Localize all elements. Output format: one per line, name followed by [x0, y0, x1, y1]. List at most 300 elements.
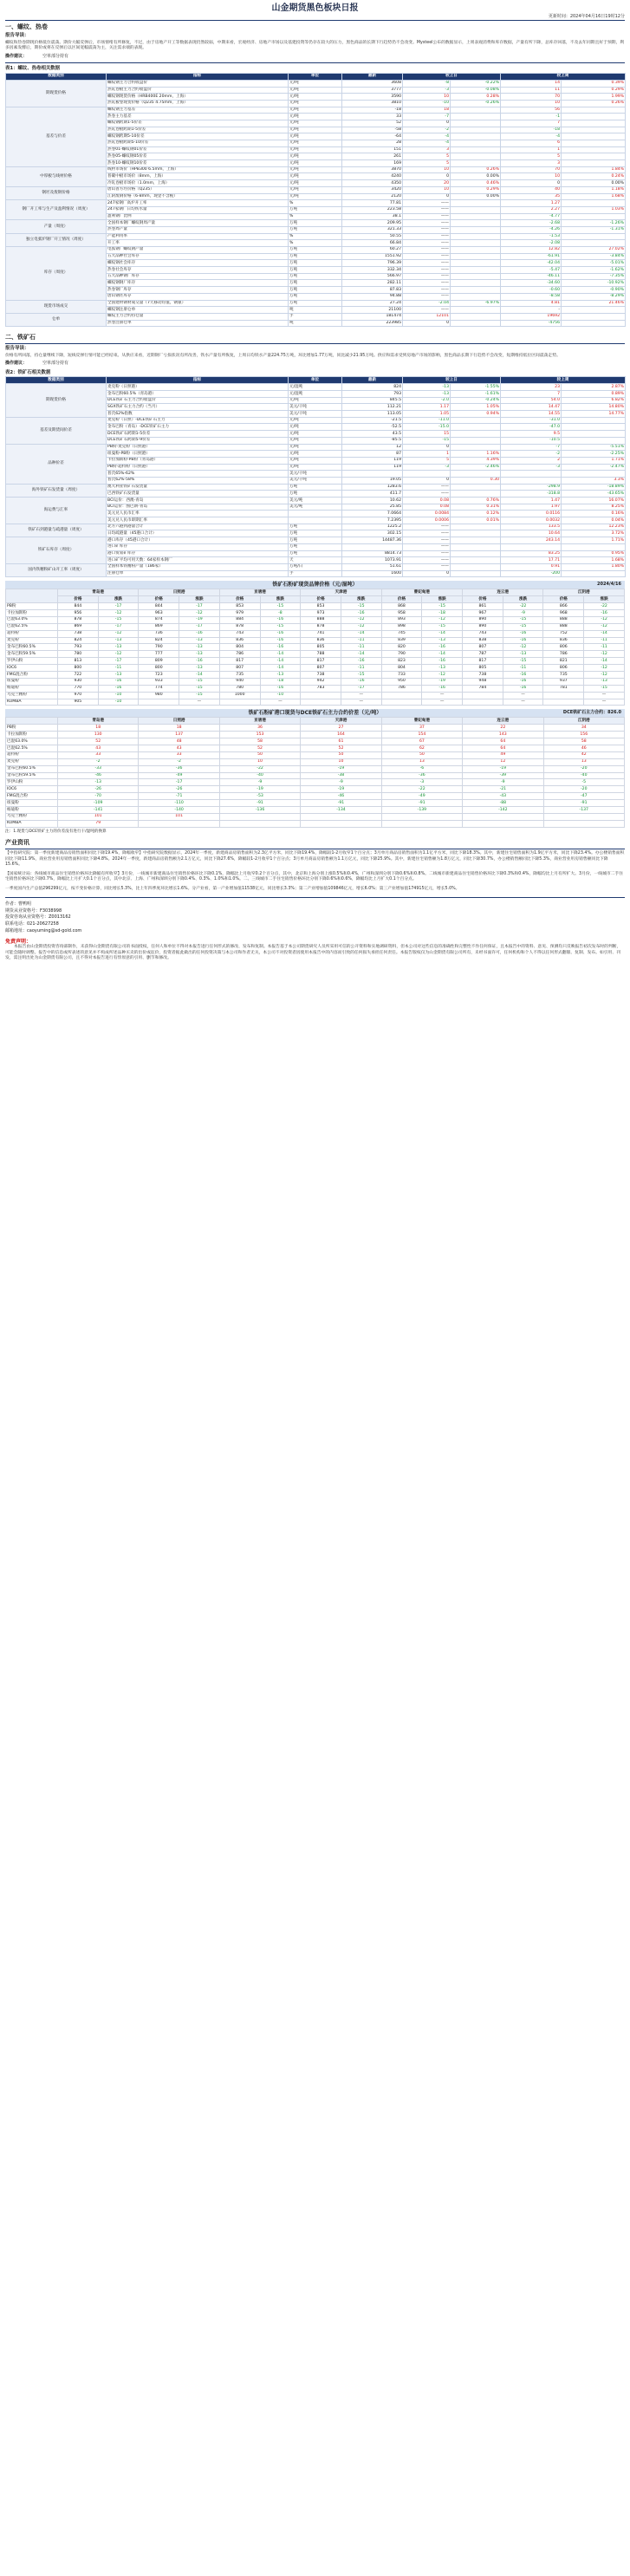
unit: 元/吨 [289, 417, 342, 424]
spread-value [301, 813, 381, 820]
spot-change: -12 [98, 630, 139, 637]
spread-value: -17 [139, 779, 219, 786]
table-row [6, 685, 625, 692]
spread-value: 43 [58, 745, 139, 751]
update-time: 更新时间：2024年04月16日19时12分 [5, 14, 625, 21]
unit: 手 [289, 313, 342, 320]
day-change: —— [403, 287, 451, 294]
day-change-pct [451, 273, 501, 280]
indicator-name: 纽曼粉-PB粉（日照港） [107, 451, 289, 458]
week-change-pct [562, 120, 626, 127]
spot-change: -14 [260, 658, 301, 665]
indicator-name: DCE铁矿石跨期1-5价差 [107, 431, 289, 438]
latest-value: 66.84 [342, 240, 403, 247]
spot-price: 804 [219, 644, 260, 651]
indicator-name: DCE铁矿石主力合约收盘价 [107, 397, 289, 404]
spot-change: -16 [260, 685, 301, 692]
spot-change: -13 [98, 637, 139, 644]
spot-price: 738 [58, 630, 99, 637]
latest-value: 77.81 [342, 200, 403, 207]
section-rebar-title: 一、螺纹、热卷 [5, 23, 48, 31]
indicator-name: 线材市场价（HPB300 6.5mm，上海） [107, 166, 289, 173]
spread-value: 33 [139, 751, 219, 758]
spread-value: 10 [219, 758, 300, 765]
spot-change: -17 [98, 658, 139, 665]
indicator-name: 唐山钢坯库存 [107, 293, 289, 300]
day-change: -2.04 [403, 300, 451, 307]
indicator-name: 热卷钢厂库存 [107, 287, 289, 294]
table-row [6, 609, 625, 616]
day-change: -2 [403, 127, 451, 133]
report-title: 山金期货黑色板块日报 [271, 3, 359, 13]
week-change-pct [562, 307, 626, 314]
spot-change: — [584, 692, 625, 699]
indicator-name: 产能利用率 [107, 233, 289, 240]
table-row [6, 616, 625, 623]
spot-change: -13 [422, 665, 463, 672]
spot-price: 884 [219, 616, 260, 623]
indicator-name: 江阴废钢价格（6-8mm，现金不含税） [107, 193, 289, 200]
spot-change: -16 [584, 609, 625, 616]
table-row [6, 524, 626, 530]
spot-change: -15 [179, 685, 220, 692]
unit: 万吨 [289, 273, 342, 280]
week-change-pct [562, 424, 626, 431]
week-change: 10 [501, 173, 562, 180]
spread-value: 37 [381, 725, 462, 732]
spot-change: -19 [179, 616, 220, 623]
spot-change: -22 [503, 603, 543, 610]
unit: 元/吨 [289, 180, 342, 187]
spot-price: 905 [58, 699, 99, 706]
day-change-pct: 0.00% [451, 193, 501, 200]
week-change: 70 [501, 166, 562, 173]
week-change [501, 543, 562, 550]
unit: 元/吨 [289, 160, 342, 167]
spot-price: 806 [543, 644, 584, 651]
week-change: -5.47 [501, 267, 562, 274]
spot-price: 741 [301, 630, 341, 637]
contact-email[interactable]: 邮箱地址：caoyuming@sd-gold.com [5, 927, 82, 933]
unit: 万吨 [289, 530, 342, 537]
indicator-name: 进口矿平均可用天数：64家样本钢厂 [107, 557, 289, 564]
week-change: - [501, 307, 562, 314]
latest-value: 43.5 [342, 431, 403, 438]
spread-value: 50 [219, 751, 300, 758]
spot-price: 804 [381, 665, 422, 672]
week-change-pct: 1.68% [562, 193, 626, 200]
spread-value: -91 [219, 800, 300, 807]
spot-price: 805 [463, 665, 503, 672]
ore-name: KUMBA [6, 699, 58, 706]
row-group: 中厚板与线材价格 [6, 166, 107, 186]
day-change-pct: -1.61% [451, 391, 501, 398]
unit: 元/吨 [289, 397, 342, 404]
week-change: 9.5 [501, 431, 562, 438]
day-change: —— [403, 240, 451, 247]
spot-change: -15 [260, 623, 301, 630]
col-header: 指标 [107, 377, 289, 384]
spot-change: -13 [584, 678, 625, 685]
col-header: 较上周 [501, 377, 626, 384]
spot-price: 735 [219, 671, 260, 678]
spot-change: -12 [98, 651, 139, 658]
week-change-pct: 0.24% [562, 173, 626, 180]
unit: 元/吨 [289, 120, 342, 127]
unit: 元/吨 [289, 451, 342, 458]
spread-value: -136 [219, 807, 300, 814]
spread-value: 43 [139, 745, 219, 751]
week-change-pct: 0.04% [562, 517, 626, 524]
day-change: —— [403, 537, 451, 544]
week-change-pct: -10.92% [562, 280, 626, 287]
unit: 元/吨 [289, 166, 342, 173]
ore-name: FMG混合粉 [6, 671, 58, 678]
spot-change: — [341, 692, 381, 699]
week-change-pct: 1.71% [562, 537, 626, 544]
day-change-pct [451, 146, 501, 153]
week-change-pct: 1.03% [562, 206, 626, 213]
col-header: 单位 [289, 73, 342, 80]
unit: 元/湿吨 [289, 391, 342, 398]
spot-change: -15 [179, 678, 220, 685]
indicator-name: 热卷05-螺纹钢05价差 [107, 153, 289, 160]
spot-price: 958 [381, 609, 422, 616]
unit: 元/吨 [289, 457, 342, 464]
unit: 元/吨 [289, 94, 342, 101]
day-change: 0 [403, 444, 451, 451]
latest-value [342, 471, 403, 478]
week-change: -42.04 [501, 260, 562, 267]
spread-value [463, 813, 543, 820]
ore-name: 纽曼粉 [6, 678, 58, 685]
spot-price-header [5, 581, 625, 589]
day-change: 0 [403, 120, 451, 127]
spread-title: 铁矿石粉矿港口现货与DCE铁矿石主力合约价差（元/吨） [248, 710, 382, 717]
indicator-name: 全国建材钢材成交量（7天移动均值，钢银） [107, 300, 289, 307]
latest-value: 3870 [342, 166, 403, 173]
day-change-pct: -6.97% [451, 300, 501, 307]
latest-value: 223985 [342, 320, 403, 327]
spot-change: -12 [341, 623, 381, 630]
unit: 元/吨 [289, 444, 342, 451]
week-change-pct [562, 320, 626, 327]
spread-header [5, 709, 625, 717]
spread-value [301, 820, 381, 827]
spot-change: -15 [422, 603, 463, 610]
unit: 吨 [289, 307, 342, 314]
spot-price: 780 [58, 651, 99, 658]
table-row [6, 800, 625, 807]
unit: % [289, 233, 342, 240]
report-page [5, 0, 625, 962]
spot-change: -11 [503, 665, 543, 672]
indicator-name: 热轧板卷现货价格（Q235 4.75mm，上海） [107, 100, 289, 107]
spot-change: -17 [179, 623, 220, 630]
day-change-pct [451, 267, 501, 274]
spot-price: 888 [301, 616, 341, 623]
spot-change: -16 [179, 630, 220, 637]
latest-value: 302.15 [342, 530, 403, 537]
latest-value: 3810 [342, 100, 403, 107]
table-row [6, 793, 625, 800]
week-change: -0.60 [501, 287, 562, 294]
week-change-pct [562, 133, 626, 140]
contact-advisory-license: 投资咨询从业资格号：Z0013162 [5, 914, 71, 920]
dce-label: DCE铁矿石主力合约： [562, 710, 608, 716]
spot-change: -14 [584, 630, 625, 637]
table-row [6, 671, 625, 678]
unit: 万吨 [289, 537, 342, 544]
spot-price: 800 [139, 665, 179, 672]
ore-name: 乌克兰精粉 [6, 813, 58, 820]
table-row [6, 630, 625, 637]
unit: 万吨 [289, 550, 342, 557]
change-subheader: 涨跌 [98, 596, 139, 603]
week-change: 70 [501, 94, 562, 101]
spot-price: 745 [381, 630, 422, 637]
indicator-name: 普氏65%-62% [107, 471, 289, 478]
week-change-pct: 1.18% [562, 186, 626, 193]
table-row [6, 758, 625, 765]
spot-change: -10 [98, 692, 139, 699]
table-row [6, 665, 625, 672]
unit: 元/吨 [289, 464, 342, 471]
day-change-pct [451, 280, 501, 287]
spot-change: -12 [341, 616, 381, 623]
day-change: —— [403, 491, 451, 498]
day-change-pct [451, 557, 501, 564]
unit: 万吨 [289, 293, 342, 300]
spot-price: 790 [381, 651, 422, 658]
spread-value: -134 [301, 807, 381, 814]
spot-change: -11 [341, 644, 381, 651]
spot-change: -16 [179, 658, 220, 665]
day-change: 10 [403, 94, 451, 101]
latest-value: 824 [342, 384, 403, 391]
spot-change: -16 [503, 637, 543, 644]
spread-value [463, 820, 543, 827]
indicator-name: 普氏62%-58% [107, 477, 289, 484]
unit: 万吨 [289, 267, 342, 274]
spot-price: 777 [139, 651, 179, 658]
day-change-pct [451, 153, 501, 160]
week-change: -47.0 [501, 424, 562, 431]
spot-change: -16 [503, 685, 543, 692]
unit: 万吨/日 [289, 563, 342, 570]
row-group: 铁矿石到港量与疏港量（周度） [6, 524, 107, 537]
indicator-name: SGX铁矿石主力合约（当月） [107, 404, 289, 411]
spot-price: 738 [301, 671, 341, 678]
spot-price: 783 [301, 685, 341, 692]
spread-value: -46 [58, 772, 139, 779]
day-change: —— [403, 213, 451, 220]
day-change: -7 [403, 114, 451, 120]
ore-name: IOC6 [6, 786, 58, 793]
spot-change: -8 [260, 609, 301, 616]
day-change-pct [451, 160, 501, 167]
ore-name: 麦克粉 [6, 637, 58, 644]
week-change: 1.27 [501, 200, 562, 207]
ore-name: 金布巴粉60.5% [6, 644, 58, 651]
corner-cell [6, 589, 58, 603]
day-change-pct [451, 437, 501, 444]
spot-price: 878 [58, 616, 99, 623]
week-change-pct: 1.99% [562, 94, 626, 101]
spot-price [301, 699, 341, 706]
change-subheader: 涨跌 [422, 596, 463, 603]
table-row [6, 678, 625, 685]
latest-value: 1600 [342, 570, 403, 577]
row-group: 钢厂开工率与生产及盈利情况（周度） [6, 200, 107, 220]
spot-change: — [422, 699, 463, 706]
spot-price: 817 [219, 658, 260, 665]
spread-value: -22 [219, 765, 300, 772]
day-change-pct [451, 226, 501, 233]
spot-price: 836 [543, 637, 584, 644]
spread-value: 46 [543, 745, 624, 751]
week-change-pct [562, 213, 626, 220]
spread-value: -91 [381, 800, 462, 807]
unit [289, 517, 342, 524]
ore-name: IOC6 [6, 665, 58, 672]
unit: 美元/干吨 [289, 471, 342, 478]
spread-value: 13 [381, 758, 462, 765]
spread-value: 50 [301, 751, 381, 758]
day-change-pct [451, 431, 501, 438]
spot-price: 979 [219, 609, 260, 616]
day-change: -10 [403, 100, 451, 107]
spot-change: -16 [260, 616, 301, 623]
day-change-pct: -0.26% [451, 100, 501, 107]
week-change-pct: 0.26% [562, 100, 626, 107]
day-change: —— [403, 550, 451, 557]
indicator-name: 唐山普方坯价格（Q235） [107, 186, 289, 193]
day-change-pct: 4.39% [451, 457, 501, 464]
ore-op-label: 操作建议： [5, 361, 28, 367]
week-change-pct: -8.29% [562, 293, 626, 300]
ore-report-text: 价格有所回落，持仓量继续下降，短线反弹行情可能已经结束。从供应来看，近期钢厂亏损状况有所改善，铁水产量有所恢复，上周日均铁水产量224.75万吨，环比增加1.77万吨，同比减少21.95万吨。供应和需求受到房地产市场的影响，黑色商品长期下行趋势不会改变，短期维持低位区间震荡走势。 [5, 353, 561, 358]
indicator-name: 五大品种社会库存 [107, 253, 289, 260]
unit: 元/吨 [289, 424, 342, 431]
spread-value: -13 [58, 779, 139, 786]
latest-value: 14487.36 [342, 537, 403, 544]
spot-price: 722 [58, 671, 99, 678]
week-change: 56 [501, 107, 562, 114]
table-row [6, 80, 626, 87]
spread-value: -142 [463, 807, 543, 814]
table-row [6, 107, 626, 114]
indicator-name: BCI运价：西澳-青岛 [107, 498, 289, 504]
ore-name: KUMBA [6, 820, 58, 827]
day-change-pct: 0.46% [451, 180, 501, 187]
port-header: 曹妃甸港 [381, 589, 462, 596]
latest-value: 28 [342, 140, 403, 147]
spot-change: -14 [179, 671, 220, 678]
day-change: -3 [403, 87, 451, 94]
row-group: 期现货价格 [6, 384, 107, 417]
spot-change: -11 [341, 665, 381, 672]
week-change: 19692 [501, 313, 562, 320]
day-change-pct [451, 213, 501, 220]
day-change: —— [403, 280, 451, 287]
table-row [6, 637, 625, 644]
unit: 元/吨 [289, 431, 342, 438]
latest-value: 4350 [342, 180, 403, 187]
ore-name: 卡拉加斯粉 [6, 732, 58, 738]
spot-price: 868 [381, 603, 422, 610]
spot-price: 820 [381, 644, 422, 651]
day-change: —— [403, 247, 451, 254]
spread-value: -70 [58, 793, 139, 800]
unit: 万吨 [289, 206, 342, 213]
spot-price-table [5, 589, 625, 706]
week-change-pct: 1.68% [562, 557, 626, 564]
spread-value [219, 820, 300, 827]
day-change: —— [403, 226, 451, 233]
latest-value: 51.61 [342, 563, 403, 570]
spot-price: 948 [463, 678, 503, 685]
spot-price-title: 铁矿石粉矿现货品牌价格（元/湿吨） [272, 582, 358, 589]
spot-price: 950 [381, 678, 422, 685]
ore-name: 纽曼粉 [6, 800, 58, 807]
week-change: -46.11 [501, 273, 562, 280]
spot-price: 898 [381, 623, 422, 630]
row-group: 钢坯及废钢价格 [6, 186, 107, 199]
day-change: —— [403, 557, 451, 564]
row-group: 铁矿石库存（周度） [6, 537, 107, 564]
week-change-pct [562, 160, 626, 167]
week-change: -10.5 [501, 437, 562, 444]
unit: 元/吨 [289, 153, 342, 160]
port-header: 青岛港 [58, 718, 139, 725]
table-row [6, 186, 626, 193]
spread-value [381, 820, 462, 827]
indicator-name: 螺纹钢钢厂库存 [107, 280, 289, 287]
week-change-pct: 0.89% [562, 391, 626, 398]
week-change: -298.9 [501, 484, 562, 491]
week-change-pct: 1.71% [562, 457, 626, 464]
latest-value: 119 [342, 464, 403, 471]
spot-change: -22 [584, 603, 625, 610]
spot-price: 743 [463, 630, 503, 637]
spot-change: -9 [503, 609, 543, 616]
price-subheader: 价格 [139, 596, 179, 603]
spread-value: -91 [301, 800, 381, 807]
week-change: 4.81 [501, 300, 562, 307]
spot-change: — [422, 692, 463, 699]
day-change: —— [403, 484, 451, 491]
spot-change: -12 [503, 644, 543, 651]
spot-change: -14 [260, 665, 301, 672]
week-change-pct [562, 471, 626, 478]
week-change-pct [562, 114, 626, 120]
table-row [6, 498, 626, 504]
day-change-pct: 0.12% [451, 511, 501, 517]
week-change: 10.64 [501, 530, 562, 537]
day-change: 10 [403, 186, 451, 193]
day-change: 0 [403, 320, 451, 327]
spread-value: 154 [381, 732, 462, 738]
spread-value: -71 [139, 793, 219, 800]
spot-change: -15 [341, 603, 381, 610]
spread-value: -33 [58, 765, 139, 772]
day-change: —— [403, 524, 451, 530]
price-subheader: 价格 [219, 596, 260, 603]
latest-value: 3608 [342, 80, 403, 87]
spot-price [543, 699, 584, 706]
spot-price: 817 [463, 658, 503, 665]
